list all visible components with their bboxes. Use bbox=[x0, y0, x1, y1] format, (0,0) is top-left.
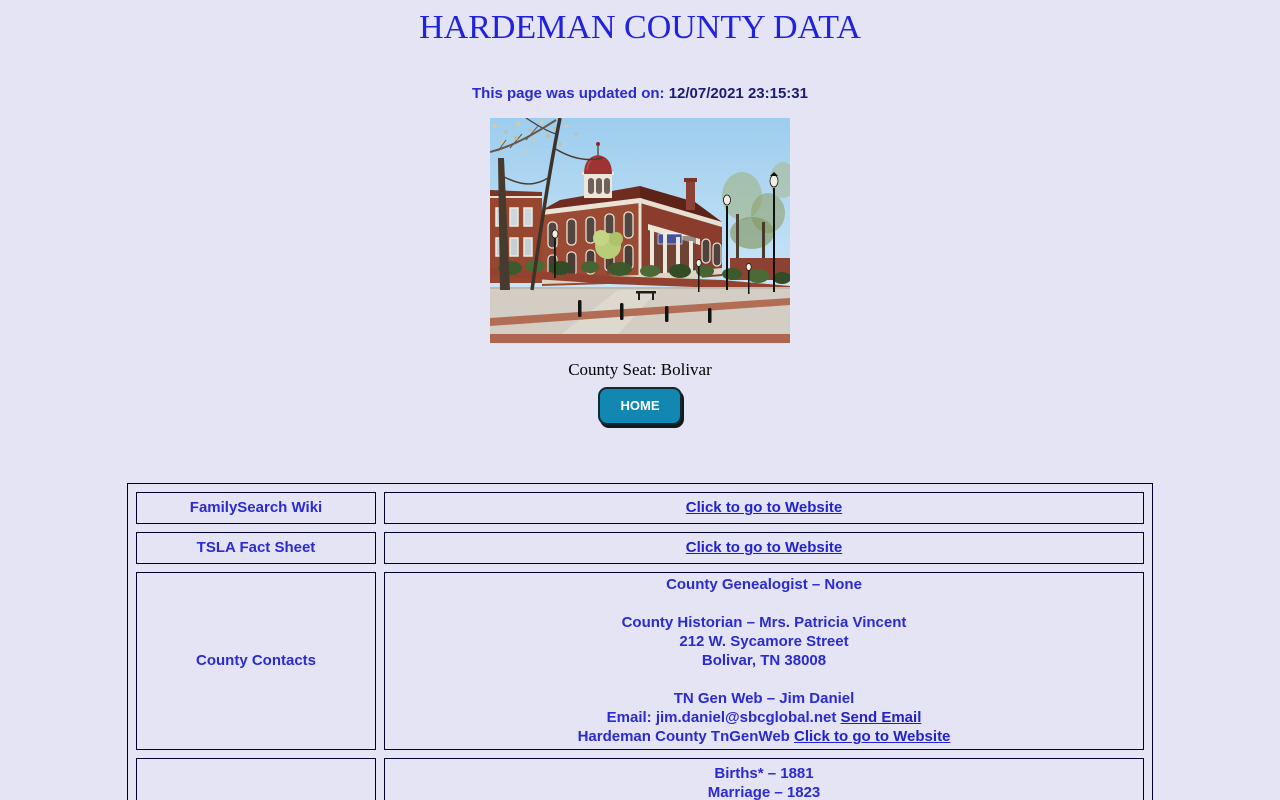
row-value-contacts bbox=[384, 572, 1144, 750]
row-value-tsla bbox=[384, 532, 1144, 564]
familysearch-website-link[interactable]: Click to go to Website bbox=[685, 499, 843, 517]
row-label-familysearch: FamilySearch Wiki bbox=[136, 492, 376, 524]
updated-label: This page was updated on: bbox=[472, 84, 665, 102]
table-row-records bbox=[136, 758, 1144, 800]
record-births: Births* – 1881 bbox=[714, 764, 814, 782]
table-row-contacts bbox=[136, 572, 1144, 750]
county-data-table bbox=[127, 483, 1153, 800]
spacer bbox=[387, 670, 1141, 689]
row-value-familysearch bbox=[384, 492, 1144, 524]
contact-website-label: Hardeman County TnGenWeb bbox=[577, 728, 790, 746]
row-label-tsla: TSLA Fact Sheet bbox=[136, 532, 376, 564]
page-title: HARDEMAN COUNTY DATA bbox=[419, 9, 861, 46]
row-value-records bbox=[384, 758, 1144, 800]
updated-datetime: 12/07/2021 23:15:31 bbox=[668, 84, 808, 102]
contact-genealogist: County Genealogist – None bbox=[666, 576, 862, 594]
updated-line bbox=[0, 85, 1280, 103]
home-button-row bbox=[0, 387, 1280, 425]
contact-historian-city: Bolivar, TN 38008 bbox=[701, 652, 827, 670]
contact-email-line bbox=[387, 708, 1141, 727]
tsla-website-link[interactable]: Click to go to Website bbox=[685, 539, 843, 557]
contact-email-label: Email: jim.daniel@sbcglobal.net bbox=[606, 709, 837, 727]
table-row-tsla bbox=[136, 532, 1144, 564]
record-marriage: Marriage – 1823 bbox=[707, 783, 821, 800]
row-label-contacts: County Contacts bbox=[136, 572, 376, 750]
contact-website-line bbox=[387, 727, 1141, 746]
home-button[interactable]: HOME bbox=[598, 387, 682, 425]
contact-historian-street: 212 W. Sycamore Street bbox=[679, 633, 849, 651]
courthouse-photo-illustration bbox=[490, 118, 790, 343]
courthouse-photo bbox=[490, 118, 790, 343]
row-label-records bbox=[136, 758, 376, 800]
table-row-familysearch bbox=[136, 492, 1144, 524]
tngenweb-website-link[interactable]: Click to go to Website bbox=[794, 728, 951, 746]
contact-tngenweb-name: TN Gen Web – Jim Daniel bbox=[673, 690, 855, 708]
spacer bbox=[387, 594, 1141, 613]
send-email-link[interactable]: Send Email bbox=[840, 709, 922, 727]
photo-caption: County Seat: Bolivar bbox=[568, 359, 712, 379]
contact-historian-name: County Historian – Mrs. Patricia Vincent bbox=[621, 614, 907, 632]
